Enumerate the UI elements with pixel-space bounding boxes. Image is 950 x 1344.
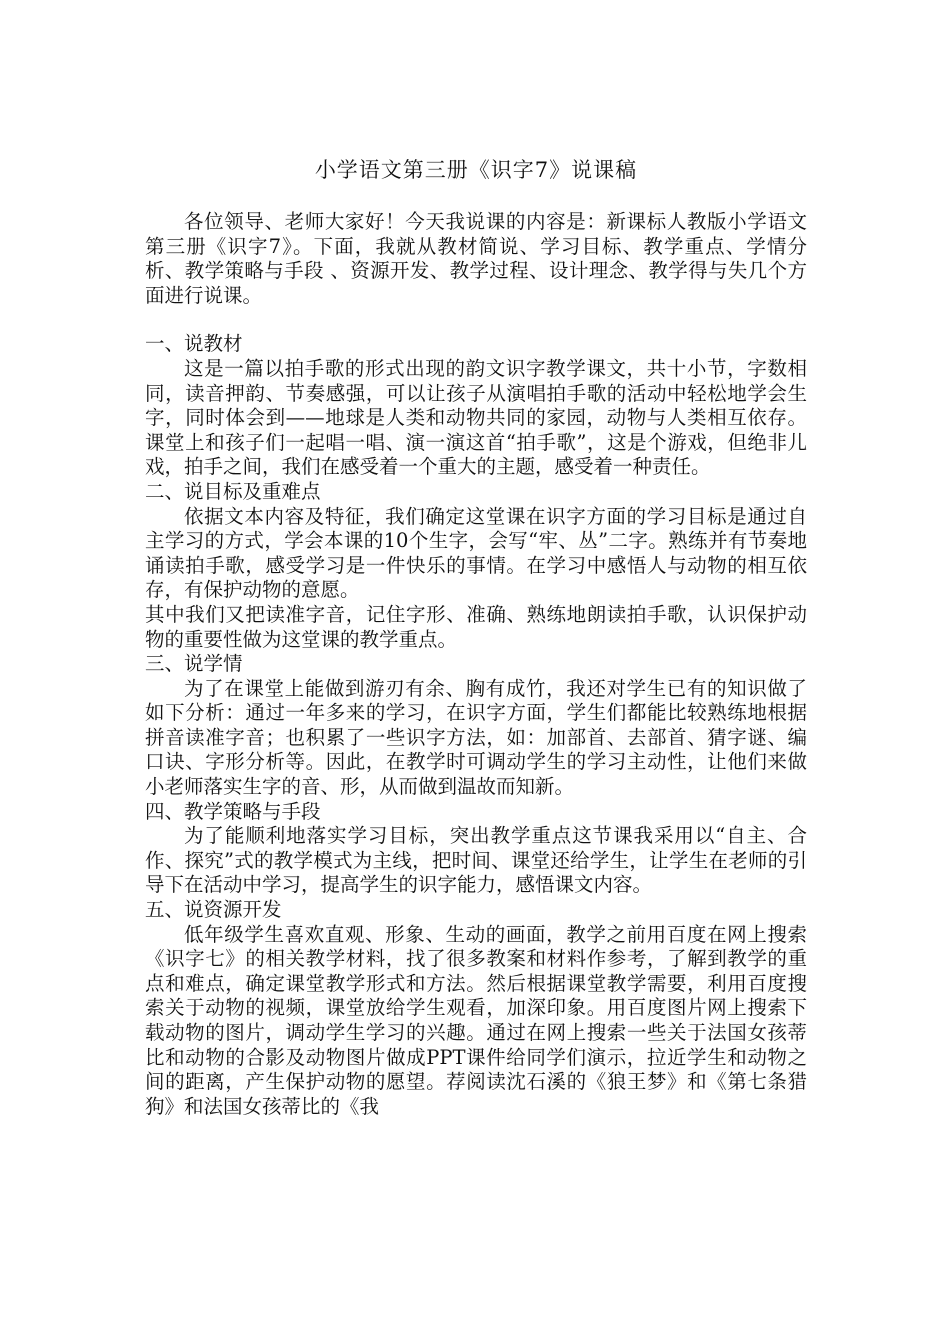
paragraph-gap — [145, 308, 807, 332]
section-heading-learners: 三、说学情 — [145, 652, 243, 676]
document-title: 小学语文第三册《识字7》说课稿 — [314, 158, 638, 182]
section-heading-goals: 二、说目标及重难点 — [145, 479, 321, 503]
intro-paragraph: 各位领导、老师大家好！今天我说课的内容是：新课标人教版小学语文第三册《识字7》。下面，我就从教材简说、学习目标、教学重点、学情分析、教学策略与手段 、资源开发、教学过程、设计理念、教学得与失几个方面进行说课。 — [145, 210, 807, 307]
section-body-learners: 为了在课堂上能做到游刃有余、胸有成竹，我还对学生已有的知识做了如下分析：通过一年多来的学习，在识字方面，学生们都能比较熟练地根据拼音读准字音；也积累了一些识字方法，如：加部首、去部首、猜字谜、编口诀、字形分析等。因此，在教学时可调动学生的学习主动性，让他们来做小老师落实生字的音、形，从而做到温故而知新。 — [145, 676, 807, 799]
section-heading-resources: 五、说资源开发 — [145, 898, 282, 922]
section-body-resources: 低年级学生喜欢直观、形象、生动的画面，教学之前用百度在网上搜索《识字七》的相关教学材料，找了很多教案和材料作参考，了解到教学的重点和难点，确定课堂教学形式和方法。然后根据课堂教学需要，利用百度搜索关于动物的视频，课堂放给学生观看，加深印象。用百度图片网上搜索下载动物的图片，调动学生学习的兴趣。通过在网上搜索一些关于法国女孩蒂比和动物的合影及动物图片做成PPT课件给同学们演示，拉近学生和动物之间的距离，产生保护动物的愿望。荐阅读沈石溪的《狼王梦》和《第七条猎狗》和法国女孩蒂比的《我 — [145, 922, 807, 1118]
section-body-goals: 依据文本内容及特征，我们确定这堂课在识字方面的学习目标是通过自主学习的方式，学会本课的10个生字，会写“牢、丛”二字。熟练并有节奏地诵读拍手歌，感受学习是一件快乐的事情。在学习中感悟人与动物的相互依存，有保护动物的意愿。 — [145, 504, 807, 602]
section-heading-textbook: 一、说教材 — [145, 332, 243, 356]
section-heading-strategy: 四、教学策略与手段 — [145, 799, 321, 823]
section-body-goals-key-points: 其中我们又把读准字音，记住字形、准确、熟练地朗读拍手歌，认识保护动物的重要性做为这堂课的教学重点。 — [145, 602, 807, 651]
section-body-textbook: 这是一篇以拍手歌的形式出现的韵文识字教学课文，共十小节，字数相同，读音押韵、节奏感强，可以让孩子从演唱拍手歌的活动中轻松地学会生字，同时体会到——地球是人类和动物共同的家园，动物与人类相互依存。课堂上和孩子们一起唱一唱、演一演这首“拍手歌”，这是个游戏，但绝非儿戏，拍手之间，我们在感受着一个重大的主题，感受着一种责任。 — [145, 356, 807, 479]
document-page — [145, 150, 807, 1119]
section-body-strategy: 为了能顺利地落实学习目标，突出教学重点这节课我采用以“自主、合作、探究”式的教学模式为主线，把时间、课堂还给学生，让学生在老师的引导下在活动中学习，提高学生的识字能力，感悟课文内容。 — [145, 824, 807, 897]
